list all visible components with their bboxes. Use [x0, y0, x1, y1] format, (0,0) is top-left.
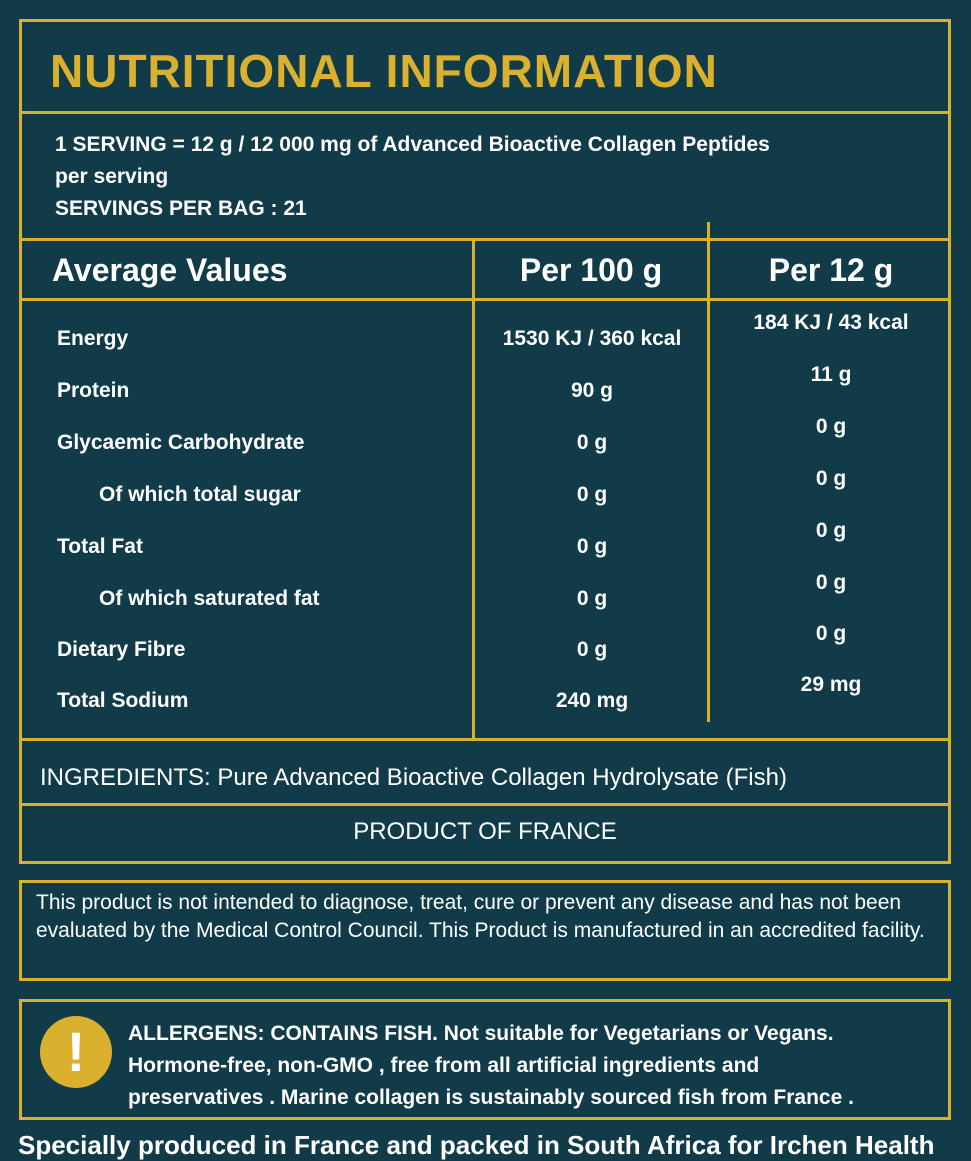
- per100-value: 90 g: [570, 379, 614, 402]
- per12-value: 0 g: [815, 622, 847, 645]
- page-title: NUTRITIONAL INFORMATION: [50, 45, 718, 97]
- divider: [22, 298, 948, 301]
- per12-value: 29 mg: [800, 673, 862, 696]
- per12-value: 0 g: [815, 571, 847, 594]
- per100-value: 0 g: [576, 587, 608, 610]
- per12-value: 184 KJ / 43 kcal: [753, 311, 909, 334]
- disclaimer-box: [19, 880, 951, 981]
- row-label: Total Sodium: [57, 689, 189, 712]
- allergen-line: preservatives . Marine collagen is sustainably sourced fish from France .: [128, 1086, 854, 1109]
- allergen-line: Hormone-free, non-GMO , free from all artificial ingredients and: [128, 1054, 760, 1077]
- allergen-line: ALLERGENS: CONTAINS FISH. Not suitable for Vegetarians or Vegans.: [128, 1022, 834, 1045]
- ingredients: INGREDIENTS: Pure Advanced Bioactive Collagen Hydrolysate (Fish): [40, 764, 787, 791]
- header-average-values: Average Values: [52, 252, 288, 288]
- product-origin: PRODUCT OF FRANCE: [353, 818, 617, 845]
- per100-value: 0 g: [576, 483, 608, 506]
- per100-value: 0 g: [576, 535, 608, 558]
- per100-value: 240 mg: [555, 689, 629, 712]
- per12-value: 0 g: [815, 415, 847, 438]
- row-label: Protein: [57, 379, 130, 402]
- serving-info: [55, 129, 935, 225]
- per12-value: 11 g: [810, 363, 852, 386]
- divider: [22, 803, 948, 806]
- per100-value: 0 g: [576, 638, 608, 661]
- column-divider: [472, 238, 475, 740]
- disclaimer-text: This product is not intended to diagnose, treat, cure or prevent any disease and has not been evaluated by the Medical Control Council. This Product is manufactured in an accredited facility.: [36, 891, 925, 942]
- allergen-text: [128, 1018, 934, 1114]
- per12-value: 0 g: [815, 519, 847, 542]
- footer-text: Specially produced in France and packed in South Africa for Irchen Health: [18, 1130, 935, 1160]
- row-label: Energy: [57, 327, 129, 350]
- row-label: Of which total sugar: [99, 483, 301, 506]
- header-per-100g: Per 100 g: [519, 252, 663, 288]
- per100-value: 1530 KJ / 360 kcal: [502, 327, 682, 350]
- header-per-12g: Per 12 g: [768, 252, 894, 288]
- row-label: Glycaemic Carbohydrate: [57, 431, 305, 454]
- divider: [22, 111, 948, 114]
- divider: [22, 238, 948, 241]
- servings-per-bag: SERVINGS PER BAG : 21: [55, 197, 307, 220]
- serving-line: per serving: [55, 165, 169, 188]
- per100-value: 0 g: [576, 431, 608, 454]
- allergen-box: [19, 999, 951, 1120]
- row-label: Dietary Fibre: [57, 638, 186, 661]
- per12-value: 0 g: [815, 467, 847, 490]
- nutrition-panel: [19, 19, 951, 864]
- serving-line: 1 SERVING = 12 g / 12 000 mg of Advanced Bioactive Collagen Peptides: [55, 133, 770, 156]
- row-label: Of which saturated fat: [99, 587, 320, 610]
- row-label: Total Fat: [57, 535, 143, 558]
- warning-icon: !: [40, 1016, 112, 1088]
- divider: [22, 738, 948, 741]
